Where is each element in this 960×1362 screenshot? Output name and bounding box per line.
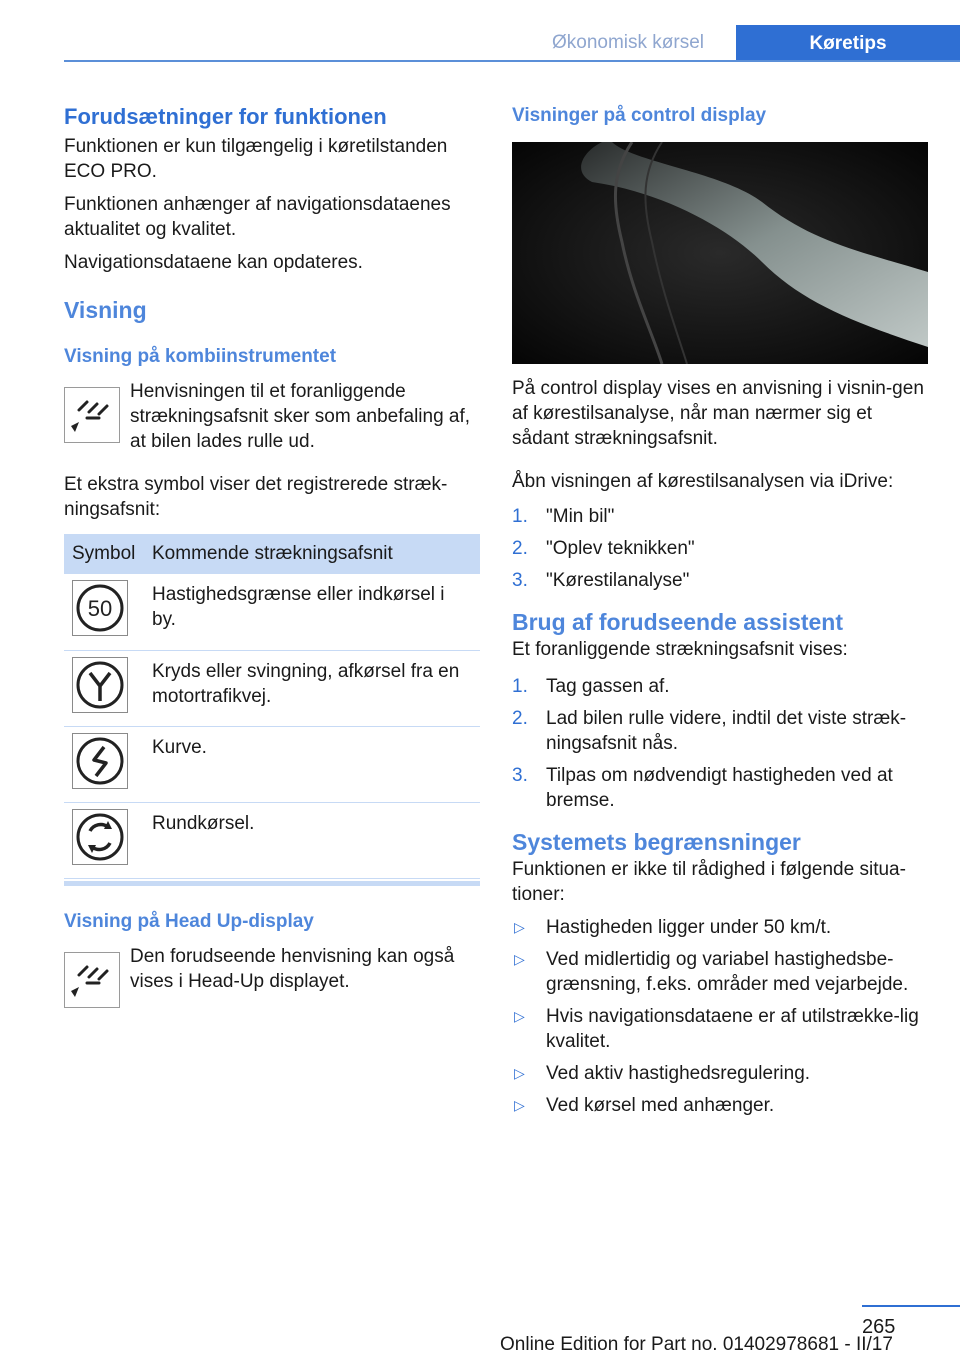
list-item: 3. "Kørestilanalyse" — [512, 570, 690, 591]
row-desc-roundabout: Rundkørsel. — [144, 802, 480, 878]
table-end-rule — [64, 881, 480, 886]
list-item: ▷ Ved midlertidig og variabel hastighedsbe-grænsning, f.eks. områder med vejarbejde. — [514, 949, 909, 995]
limits-text: Funktionen er ikke til rådighed i følgende situa-tioner: — [512, 859, 906, 905]
kombi-hint-row — [64, 379, 480, 454]
header-rule — [64, 60, 960, 62]
curve-icon — [72, 733, 128, 789]
row-desc-curve: Kurve. — [144, 726, 480, 802]
triangle-bullet-icon: ▷ — [514, 919, 525, 935]
table-row — [64, 802, 480, 878]
row-desc-speed: Hastighedsgrænse eller indkørsel i by. — [144, 574, 480, 650]
junction-icon — [72, 657, 128, 713]
prereq-paragraph-3: Navigationsdataene kan opdateres. — [64, 252, 363, 273]
left-column — [64, 102, 480, 1008]
control-display-heading: Visninger på control display — [512, 105, 767, 126]
row-desc-junction: Kryds eller svingning, afkørsel fra en motortrafikvej. — [144, 650, 480, 726]
coast-hint-icon — [64, 387, 120, 443]
table-row — [64, 574, 480, 650]
hud-hint-text: Den forudseende henvisning kan også vises i Head-Up displayet. — [130, 945, 455, 992]
footer-rule — [862, 1305, 960, 1307]
prereq-heading: Forudsætninger for funktionen — [64, 104, 387, 129]
list-item: ▷ Ved kørsel med anhænger. — [514, 1095, 775, 1116]
limits-heading: Systemets begrænsninger — [512, 829, 801, 855]
kombi-hint-text: Henvisningen til et foranliggende strækningsafsnit sker som anbefaling af, at bilen lades rulle ud. — [130, 381, 471, 452]
use-assistant-heading: Brug af forudseende assistent — [512, 609, 844, 635]
symbol-table-header — [64, 534, 480, 574]
triangle-bullet-icon: ▷ — [514, 1065, 525, 1081]
use-steps-list — [512, 674, 928, 813]
page-number: 265 — [862, 1316, 896, 1338]
open-steps-list — [512, 504, 928, 593]
list-item: 3. Tilpas om nødvendigt hastigheden ved at bremse. — [512, 765, 893, 811]
list-item: 2. Lad bilen rulle videre, indtil det viste stræk-ningsafsnit nås. — [512, 708, 907, 754]
edition-note: Online Edition for Part no. 01402978681 - II/17 — [500, 1334, 893, 1355]
control-display-image — [512, 142, 928, 364]
speed-limit-number: 50 — [87, 596, 113, 621]
hud-heading: Visning på Head Up-display — [64, 910, 314, 932]
header-section-title: Økonomisk kørsel — [551, 31, 705, 53]
hud-hint-row — [64, 944, 480, 1008]
col-symbol: Symbol — [64, 534, 144, 574]
roundabout-icon — [72, 809, 128, 865]
display-heading: Visning — [64, 297, 147, 323]
extra-symbol-text: Et ekstra symbol viser det registrerede stræk-ningsafsnit: — [64, 474, 448, 520]
speed-limit-icon — [72, 580, 128, 636]
prereq-paragraph-2: Funktionen anhænger af navigationsdataenes aktualitet og kvalitet. — [64, 194, 451, 240]
list-item: ▷ Hvis navigationsdataene er af utilstrække-lig kvalitet. — [514, 1006, 919, 1052]
open-analysis-text: Åbn visningen af kørestilsanalysen via iDrive: — [512, 471, 894, 492]
table-row — [64, 650, 480, 726]
list-item: ▷ Ved aktiv hastighedsregulering. — [514, 1063, 811, 1084]
col-description: Kommende strækningsafsnit — [144, 534, 480, 574]
list-item: 1. "Min bil" — [512, 506, 615, 527]
control-display-text: På control display vises en anvisning i visnin-gen af kørestilsanalyse, når man nærmer sig et sådant strækningsafsnit. — [512, 378, 924, 449]
symbol-table — [64, 534, 480, 879]
list-item: 1. Tag gassen af. — [512, 676, 670, 697]
prereq-paragraph-1: Funktionen er kun tilgængelig i køretilstanden ECO PRO. — [64, 136, 448, 182]
limits-list — [512, 915, 928, 1118]
table-row — [64, 726, 480, 802]
coast-hint-icon — [64, 952, 120, 1008]
triangle-bullet-icon: ▷ — [514, 951, 525, 967]
list-item: 2. "Oplev teknikken" — [512, 538, 695, 559]
triangle-bullet-icon: ▷ — [514, 1008, 525, 1024]
triangle-bullet-icon: ▷ — [514, 1097, 525, 1113]
use-assistant-text: Et foranliggende strækningsafsnit vises: — [512, 639, 848, 660]
header-chapter-tab[interactable]: Køretips — [736, 25, 960, 62]
kombi-heading: Visning på kombiinstrumentet — [64, 346, 337, 367]
list-item: ▷ Hastigheden ligger under 50 km/t. — [514, 917, 832, 938]
right-column — [512, 102, 928, 1125]
